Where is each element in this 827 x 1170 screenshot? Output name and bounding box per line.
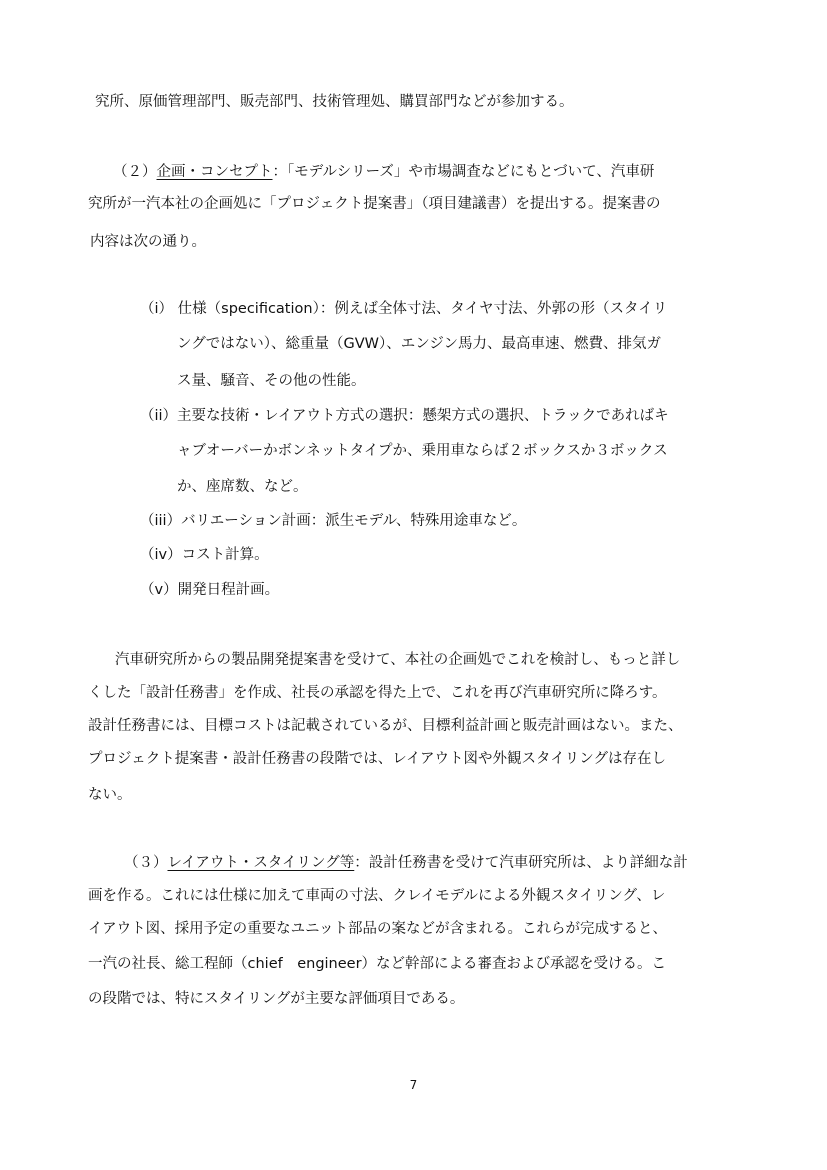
paragraph-line: 汽車研究所からの製品開発提案書を受けて、本社の企画処でこれを検討し、もっと詳し xyxy=(115,652,681,668)
paragraph-line: くした「設計任務書」を作成、社長の承認を得た上で、これを再び汽車研究所に降ろす。 xyxy=(88,685,667,701)
list-item-continued: ス量、騒音、その他の性能。 xyxy=(177,373,366,389)
list-item: （iii）バリエーション計画：派生モデル、特殊用途車など。 xyxy=(140,513,527,529)
paragraph-line: 究所、原価管理部門、販売部門、技術管理処、購買部門などが参加する。 xyxy=(95,94,574,110)
page-number: 7 xyxy=(409,1078,418,1092)
list-item: （v）開発日程計画。 xyxy=(140,582,280,598)
paragraph-line: イアウト図、採用予定の重要なユニット部品の案などが含まれる。これらが完成すると、 xyxy=(88,921,667,937)
section-lead: ：設計任務書を受けて汽車研究所は、より詳細な計 xyxy=(354,855,688,871)
list-item-continued: か、座席数、など。 xyxy=(177,479,308,495)
section-title: レイアウト・スタイリング等 xyxy=(167,855,355,871)
paragraph-line: 設計任務書には、目標コストは記載されているが、目標利益計画と販売計画はない。また、 xyxy=(88,718,683,734)
section-lead: ：「モデルシリーズ」や市場調査などにもとづいて、汽車研 xyxy=(272,164,655,180)
paragraph-line: の段階では、特にスタイリングが主要な評価項目である。 xyxy=(88,991,465,1007)
list-item: （iv）コスト計算。 xyxy=(140,547,269,563)
paragraph-line: プロジェクト提案書・設計任務書の段階では、レイアウト図や外観スタイリングは存在し xyxy=(88,751,666,767)
list-item-continued: ャブオーバーかボンネットタイプか、乗用車ならば２ボックスか３ボックス xyxy=(177,443,668,459)
list-item: （ii）主要な技術・レイアウト方式の選択：懸架方式の選択、トラックであればキ xyxy=(140,408,669,424)
paragraph-line: 内容は次の通り。 xyxy=(90,234,206,250)
list-item-continued: ングではない）、総重量（GVW）、エンジン馬力、最高車速、燃費、排気ガ xyxy=(177,336,661,352)
paragraph-line: 究所が一汽本社の企画処に「プロジェクト提案書」（項目建議書）を提出する。提案書の xyxy=(88,196,661,212)
section-2-heading-line xyxy=(113,162,654,182)
paragraph-line: ない。 xyxy=(88,787,132,803)
paragraph-line: 画を作る。これには仕様に加えて車両の寸法、クレイモデルによる外観スタイリング、レ xyxy=(88,888,666,904)
section-title: 企画・コンセプト xyxy=(156,164,273,180)
section-3-heading-line xyxy=(124,853,688,873)
paragraph-line: 一汽の社長、総工程師（chief engineer）など幹部による審査および承認を受ける。こ xyxy=(88,956,667,972)
section-number: （２） xyxy=(113,164,157,180)
section-number: （３） xyxy=(124,855,168,871)
list-item: （i） 仕様（specification）：例えば全体寸法、タイヤ寸法、外郭の形（スタイリ xyxy=(140,301,668,317)
